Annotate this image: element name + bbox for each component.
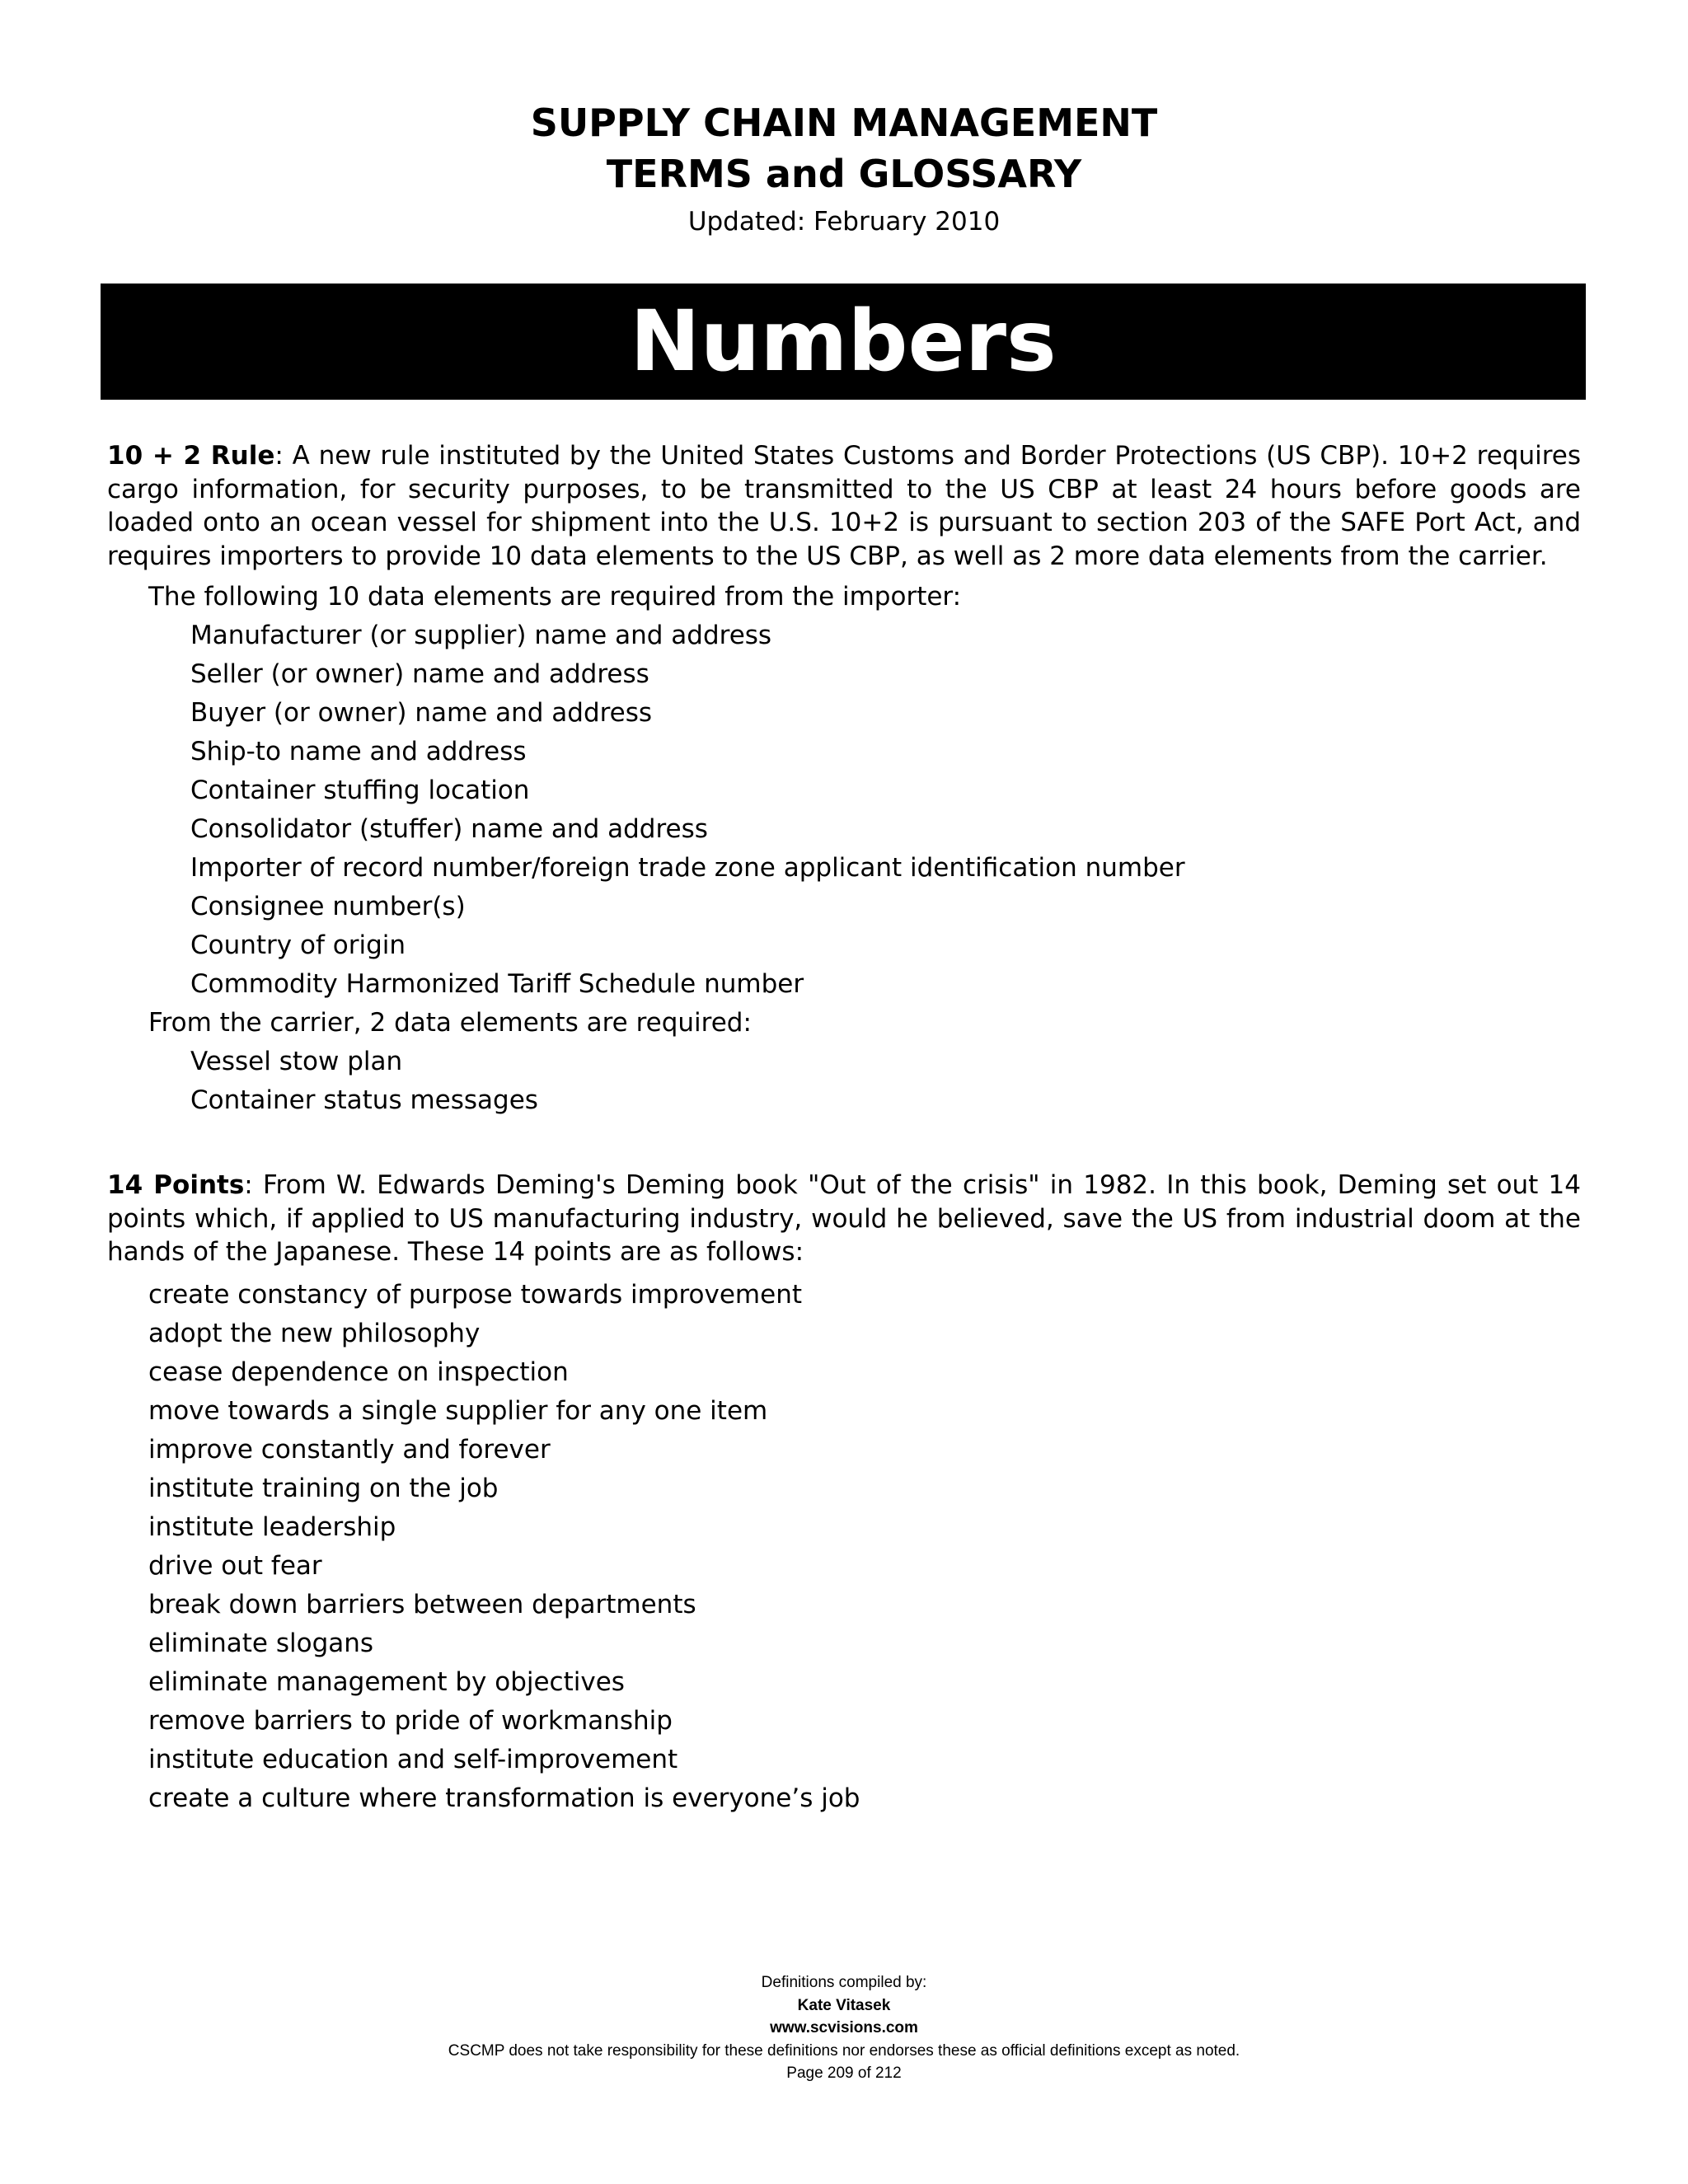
list-item: Container stuffing location xyxy=(190,776,530,805)
list-item: institute education and self-improvement xyxy=(148,1744,678,1774)
list-item: improve constantly and forever xyxy=(148,1434,551,1465)
list-item: Vessel stow plan xyxy=(190,1047,403,1076)
glossary-entry-14-points xyxy=(107,1169,1581,1818)
list-item: Importer of record number/foreign trade zone applicant identification number xyxy=(190,853,1185,883)
footer-disclaimer: CSCMP does not take responsibility for these definitions nor endorses these as official definitions except as noted. xyxy=(448,2041,1240,2060)
entry-term: 10 + 2 Rule xyxy=(107,441,275,471)
entry-definition: : A new rule instituted by the United States Customs and Border Protections (US CBP). 10+2 requires cargo information, for security purposes, to be transmitted to the US CBP at least 24 hours before goods are loaded onto an ocean vessel for shipment into the U.S. 10+2 is pursuant to section 203 of the SAFE Port Act, and requires importers to provide 10 data elements to the US CBP, as well as 2 more data elements from the carrier. xyxy=(107,441,1582,571)
list-item: Buyer (or owner) name and address xyxy=(190,698,653,728)
glossary-entry-10-plus-2-rule xyxy=(107,439,1581,1120)
list-item: break down barriers between departments xyxy=(148,1589,696,1619)
list-item: Ship-to name and address xyxy=(190,737,527,766)
updated-date: Updated: February 2010 xyxy=(687,207,1001,237)
document-header xyxy=(0,97,1688,239)
footer-website: www.scvisions.com xyxy=(770,2019,918,2036)
list-item: Country of origin xyxy=(190,930,406,960)
list-item: Manufacturer (or supplier) name and address xyxy=(190,621,772,650)
list-item: drive out fear xyxy=(148,1550,322,1581)
entry-paragraph xyxy=(107,439,1581,573)
page-footer xyxy=(0,1971,1688,2085)
list-item: eliminate management by objectives xyxy=(148,1666,625,1697)
footer-compiled-by: Definitions compiled by: xyxy=(761,1974,927,1991)
list-item: eliminate slogans xyxy=(148,1628,374,1658)
list-item: remove barriers to pride of workmanship xyxy=(148,1705,673,1736)
carrier-list-intro: From the carrier, 2 data elements are required: xyxy=(148,1008,752,1038)
page-number: Page 209 of 212 xyxy=(786,2064,902,2082)
list-item: create a culture where transformation is everyone’s job xyxy=(148,1783,860,1813)
section-title-banner: Numbers xyxy=(101,284,1586,400)
list-item: Consolidator (stuffer) name and address xyxy=(190,814,708,844)
entry-term: 14 Points xyxy=(107,1170,245,1200)
list-item: Commodity Harmonized Tariff Schedule number xyxy=(190,969,804,999)
list-item: Container status messages xyxy=(190,1085,538,1115)
entry-definition: : From W. Edwards Deming's Deming book "Out of the crisis" in 1982. In this book, Deming set out 14 points which, if applied to US manufacturing industry, would he believed, save the US from industrial doom at the hands of the Japanese. These 14 points are as follows: xyxy=(107,1170,1582,1267)
footer-author: Kate Vitasek xyxy=(797,1996,891,2014)
entry-paragraph xyxy=(107,1169,1581,1269)
importer-list-intro: The following 10 data elements are required from the importer: xyxy=(148,582,962,612)
document-title-line1: SUPPLY CHAIN MANAGEMENT xyxy=(530,101,1158,145)
list-item: adopt the new philosophy xyxy=(148,1318,481,1348)
document-title-line2: TERMS and GLOSSARY xyxy=(606,152,1082,196)
list-item: institute leadership xyxy=(148,1511,396,1542)
list-item: move towards a single supplier for any one item xyxy=(148,1395,768,1426)
list-item: institute training on the job xyxy=(148,1473,499,1503)
list-item: cease dependence on inspection xyxy=(148,1357,569,1387)
list-item: create constancy of purpose towards improvement xyxy=(148,1279,802,1310)
list-item: Consignee number(s) xyxy=(190,892,466,921)
list-item: Seller (or owner) name and address xyxy=(190,659,649,689)
